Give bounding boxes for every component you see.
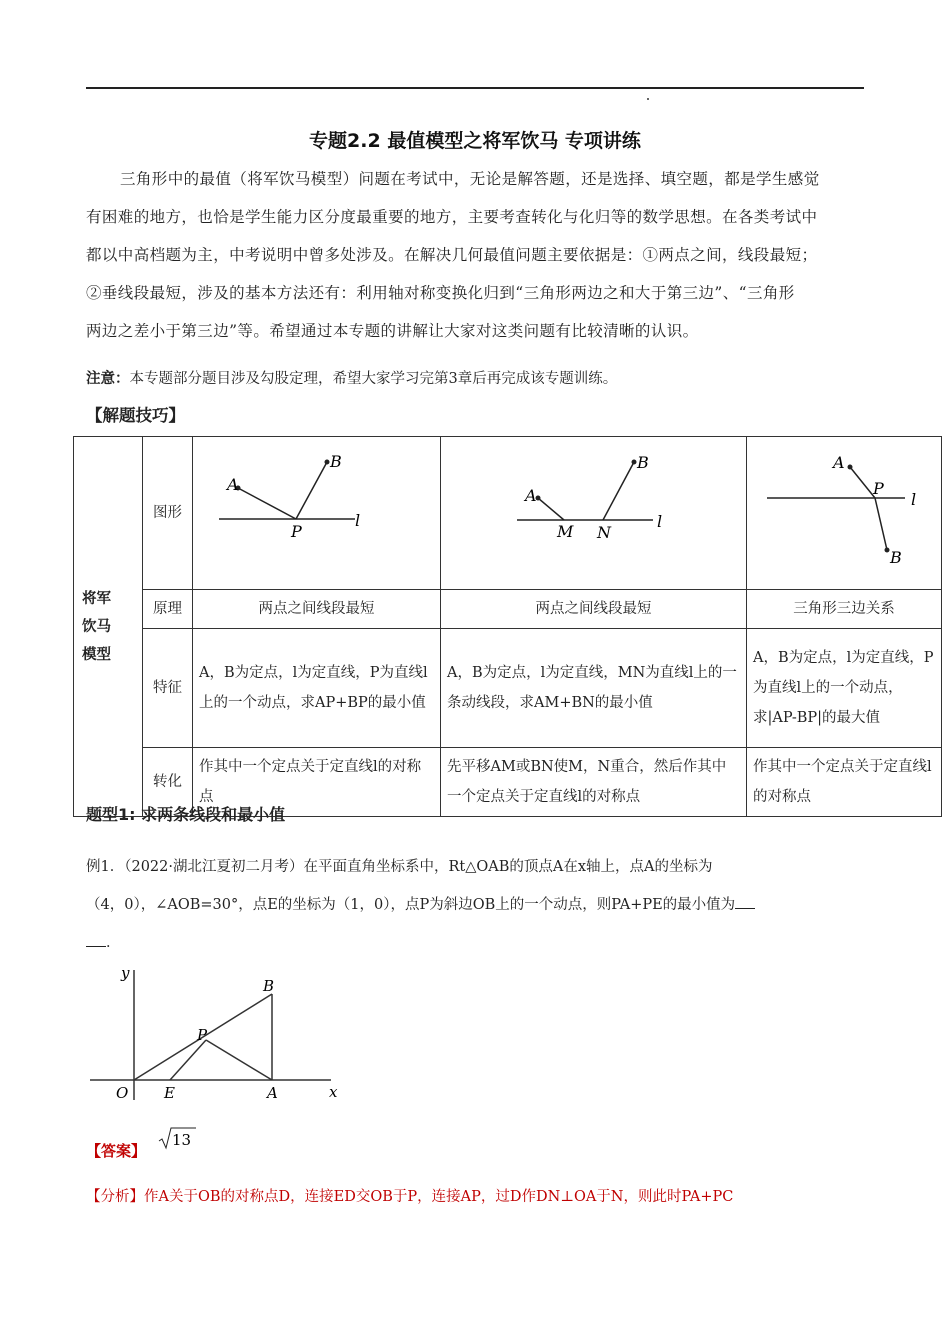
answer-label: 【答案】 [86, 1142, 147, 1160]
transform-2: 先平移AM或BN使M，N重合，然后作其中一个定点关于定直线l的对称点 [441, 748, 747, 817]
row-label-figure: 图形 [143, 437, 193, 590]
feature-1: A，B为定点，l为定直线，P为直线l上的一个动点，求AP+BP的最小值 [193, 629, 441, 748]
principle-3: 三角形三边关系 [747, 590, 942, 629]
figure-2 [441, 437, 747, 578]
label-l: l [657, 512, 663, 531]
answer-blank [735, 892, 755, 909]
axis-label-y: y [121, 964, 130, 982]
label-B: B [890, 548, 902, 567]
intro-line: 有困难的地方，也恰是学生能力区分度最重要的地方，主要考查转化与化归等的数学思想。在各类考试中 [86, 208, 818, 226]
label-O: O [116, 1084, 129, 1102]
intro-line: 都以中高档题为主，中考说明中曾多处涉及。在解决几何最值问题主要依据是：①两点之间，线段最短； [86, 246, 818, 264]
tips-table [73, 436, 942, 817]
transform-1: 作其中一个定点关于定直线l的对称点 [193, 748, 441, 817]
label-E: E [164, 1084, 175, 1102]
transform-3: 作其中一个定点关于定直线l的对称点 [747, 748, 942, 817]
label-B: B [263, 977, 275, 995]
answer-blank [86, 930, 106, 947]
answer-value [158, 1126, 198, 1156]
label-A: A [525, 486, 537, 505]
figure-cell-2 [441, 437, 747, 590]
row-label-principle: 原理 [143, 590, 193, 629]
intro-line: 三角形中的最值（将军饮马模型）问题在考试中，无论是解答题，还是选择、填空题，都是学生感觉 [120, 170, 820, 188]
figure-3 [747, 437, 942, 578]
feature-3: A，B为定点，l为定直线，P为直线l上的一个动点，求|AP-BP|的最大值 [747, 629, 942, 748]
page-title: 专题2.2 最值模型之将军饮马 专项讲练 [309, 130, 641, 152]
principle-1: 两点之间线段最短 [193, 590, 441, 629]
answer-radicand: 13 [172, 1131, 192, 1149]
feature-2: A，B为定点，l为定直线，MN为直线l上的一条动线段，求AM+BN的最小值 [441, 629, 747, 748]
figure-cell-1 [193, 437, 441, 590]
label-B: B [330, 452, 342, 471]
type-heading: 题型1: 求两条线段和最小值 [86, 805, 286, 824]
axis-label-x: x [329, 1083, 338, 1101]
figure-cell-3 [747, 437, 942, 590]
tips-heading: 【解题技巧】 [86, 406, 185, 425]
analysis-text: 作A关于OB的对称点D，连接ED交OB于P，连接AP，过D作DN⊥OA于N，则此时PA+PC [144, 1189, 734, 1205]
label-A: A [267, 1084, 278, 1102]
label-P: P [873, 479, 884, 498]
label-P: P [291, 522, 302, 541]
row-label-transform: 转化 [143, 748, 193, 817]
principle-2: 两点之间线段最短 [441, 590, 747, 629]
sqrt-icon [158, 1126, 198, 1152]
row-label-feature: 特征 [143, 629, 193, 748]
model-label: 将军 饮马 模型 [74, 437, 143, 817]
example-1 [86, 848, 866, 962]
figure-1 [193, 437, 441, 578]
intro-line: ②垂线段最短，涉及的基本方法还有：利用轴对称变换化归到“三角形两边之和大于第三边”、“三角形 [86, 284, 795, 302]
note-label: 注意： [86, 371, 130, 387]
label-A: A [833, 453, 845, 472]
intro-line: 两边之差小于第三边”等。希望通过本专题的讲解让大家对这类问题有比较清晰的认识。 [86, 322, 699, 340]
intro-paragraph [86, 160, 866, 350]
label-N: N [597, 523, 611, 542]
label-l: l [911, 490, 917, 509]
header-dot [647, 98, 649, 100]
example-line: ． [86, 924, 866, 962]
label-P: P [197, 1026, 208, 1044]
example-line: （4，0），∠AOB=30°，点E的坐标为（1，0），点P为斜边OB上的一个动点，则PA+PE的最小值为 [86, 886, 866, 924]
label-A: A [227, 475, 239, 494]
analysis [86, 1185, 886, 1206]
coordinate-figure [86, 960, 366, 1114]
header-rule [86, 87, 864, 89]
note [86, 367, 617, 388]
example-line: 例1．（2022·湖北江夏初二月考）在平面直角坐标系中，Rt△OAB的顶点A在x轴上，点A的坐标为 [86, 859, 713, 875]
coordinate-figure-svg [86, 960, 366, 1110]
label-B: B [637, 453, 649, 472]
note-text: 本专题部分题目涉及勾股定理，希望大家学习完第3章后再完成该专题训练。 [129, 371, 618, 387]
label-M: M [557, 522, 574, 541]
analysis-label: 【分析】 [86, 1189, 144, 1205]
label-l: l [355, 511, 361, 530]
